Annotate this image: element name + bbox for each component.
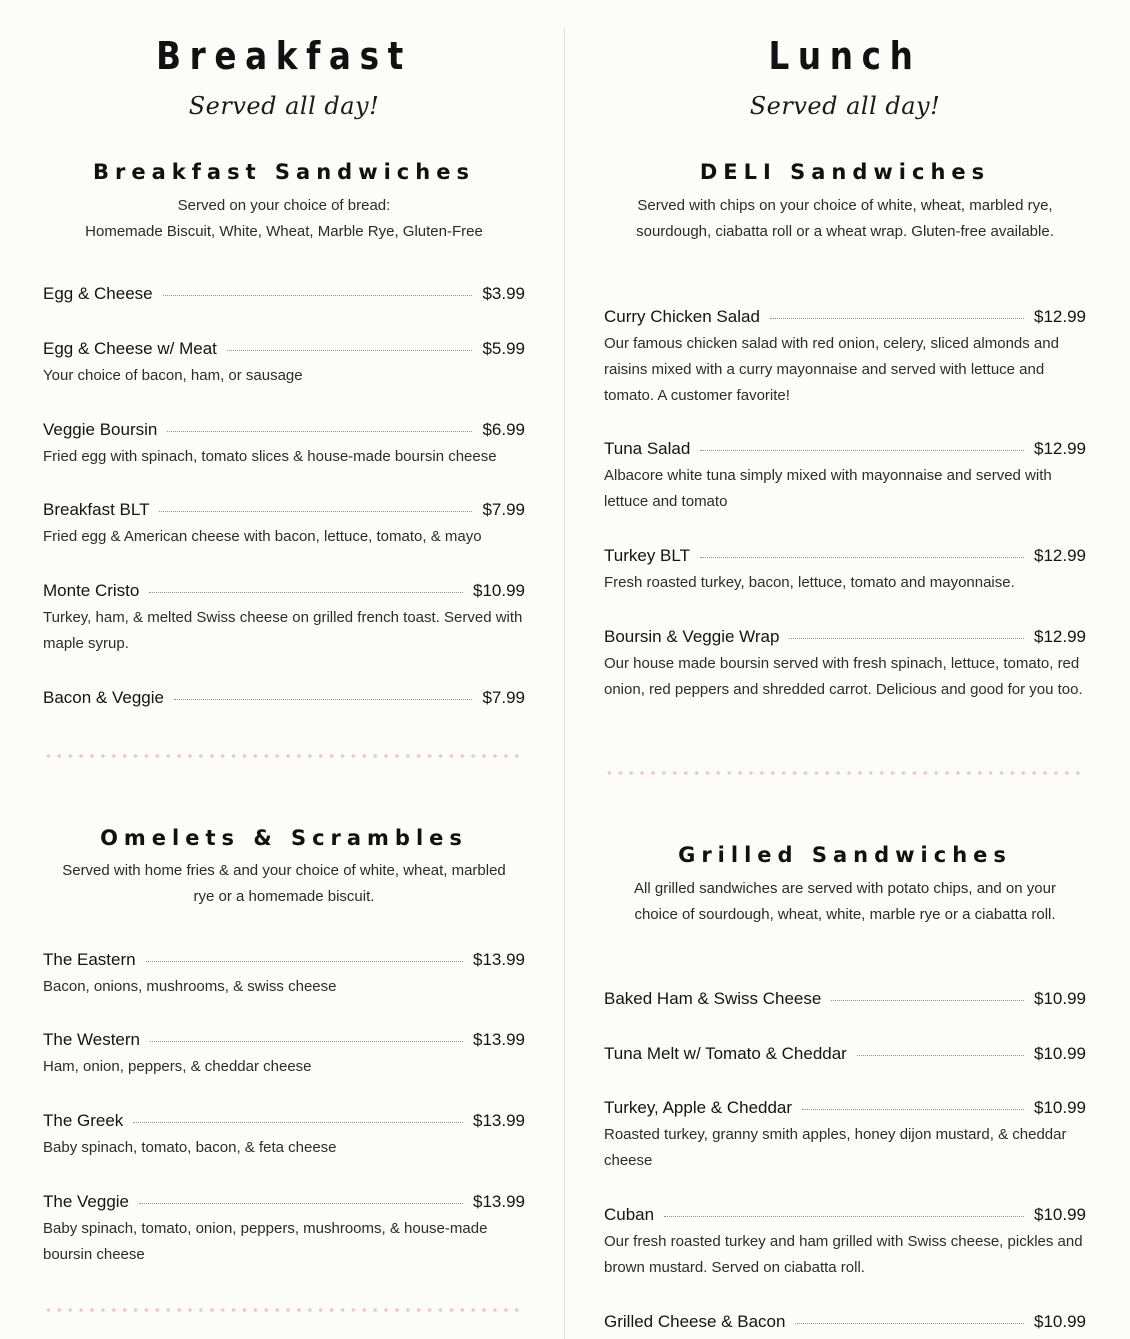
section-title-omelets-scrambles: Omelets & Scrambles [100,826,468,850]
section-title-deli-sandwiches: DELI Sandwiches [699,160,991,184]
dot-leader [133,1122,463,1123]
menu-item-egg-cheese [43,283,525,305]
menu-item-boursin-veggie-wrap [604,626,1086,703]
item-price: $6.99 [482,420,525,439]
item-desc: Fried egg with spinach, tomato slices & house-made boursin cheese [43,448,497,465]
item-desc: Fresh roasted turkey, bacon, lettuce, tomato and mayonnaise. [604,574,1015,591]
section-desc-breakfast-sandwiches [43,193,525,245]
item-price: $13.99 [473,1192,525,1211]
item-name: The Greek [43,1111,124,1130]
section-desc-line: Served with home fries & and your choice of white, wheat, marbled [62,862,506,879]
section-desc-grilled-sandwiches [604,876,1086,928]
menu-item-curry-chicken-salad [604,306,1086,409]
item-name: Turkey BLT [604,546,690,565]
menu-item-turkey-blt [604,545,1086,596]
item-desc: Roasted turkey, granny smith apples, honey dijon mustard, & cheddar cheese [604,1126,1067,1169]
menu-item-tuna-salad [604,438,1086,515]
item-name: Grilled Cheese & Bacon [604,1312,786,1331]
dot-leader [795,1323,1024,1324]
lunch-title: Lunch [768,34,922,78]
dot-leader [664,1216,1024,1217]
item-price: $12.99 [1034,439,1086,458]
dot-leader [700,557,1024,558]
section-desc-line: choice of sourdough, wheat, white, marble rye or a ciabatta roll. [634,906,1056,923]
menu-item-egg-cheese-meat [43,338,525,389]
item-price: $5.99 [482,339,525,358]
dot-leader [831,1000,1024,1001]
menu-item-the-greek [43,1110,525,1161]
item-price: $3.99 [482,284,525,303]
item-name: Breakfast BLT [43,500,150,519]
item-price: $10.99 [1034,1044,1086,1063]
item-price: $13.99 [473,1111,525,1130]
item-name: Cuban [604,1205,655,1224]
item-desc: Your choice of bacon, ham, or sausage [43,367,303,384]
item-desc: Ham, onion, peppers, & cheddar cheese [43,1058,312,1075]
dot-leader [700,450,1024,451]
item-price: $10.99 [1034,1205,1086,1224]
lunch-subtitle: Served all day! [749,92,941,120]
item-desc: Our famous chicken salad with red onion, celery, sliced almonds and raisins mixed with a curry mayonnaise and served with lettuce and tomato. A customer favorite! [604,335,1059,404]
item-name: The Eastern [43,950,136,969]
item-desc: Our house made boursin served with fresh spinach, lettuce, tomato, red onion, red peppers and shredded carrot. Delicious and good for you too. [604,655,1083,698]
dot-leader [167,431,472,432]
menu-item-turkey-apple-cheddar [604,1097,1086,1174]
menu-item-the-western [43,1029,525,1080]
dotted-separator [604,771,1086,775]
menu-item-bacon-veggie [43,687,525,709]
dot-leader [146,961,463,962]
menu-item-monte-cristo [43,580,525,657]
section-desc-line: sourdough, ciabatta roll or a wheat wrap. Gluten-free available. [636,223,1054,240]
menu-item-baked-ham-swiss [604,988,1086,1010]
item-name: Tuna Melt w/ Tomato & Cheddar [604,1044,847,1063]
dot-leader [159,511,472,512]
section-desc-deli-sandwiches [604,193,1086,245]
section-desc-line: Homemade Biscuit, White, Wheat, Marble Rye, Gluten-Free [85,223,483,240]
item-desc: Bacon, onions, mushrooms, & swiss cheese [43,978,337,995]
section-title-breakfast-sandwiches: Breakfast Sandwiches [93,160,475,184]
item-name: Tuna Salad [604,439,691,458]
menu-item-veggie-boursin [43,419,525,470]
dotted-separator [43,1308,525,1312]
item-name: Turkey, Apple & Cheddar [604,1098,793,1117]
item-price: $10.99 [1034,1098,1086,1117]
item-desc: Turkey, ham, & melted Swiss cheese on grilled french toast. Served with maple syrup. [43,609,523,652]
dot-leader [227,350,473,351]
dot-leader [770,318,1024,319]
item-name: Bacon & Veggie [43,688,164,707]
section-desc-line: Served with chips on your choice of white, wheat, marbled rye, [637,197,1053,214]
dot-leader [857,1055,1024,1056]
item-price: $10.99 [1034,989,1086,1008]
dot-leader [150,1041,463,1042]
item-price: $12.99 [1034,627,1086,646]
dot-leader [802,1109,1024,1110]
dot-leader [139,1203,463,1204]
item-name: Egg & Cheese w/ Meat [43,339,217,358]
column-divider [564,28,565,1339]
item-price: $13.99 [473,1030,525,1049]
dot-leader [163,295,473,296]
item-name: The Western [43,1030,141,1049]
menu-item-tuna-melt [604,1043,1086,1065]
item-price: $7.99 [482,688,525,707]
item-desc: Fried egg & American cheese with bacon, lettuce, tomato, & mayo [43,528,482,545]
item-price: $12.99 [1034,307,1086,326]
menu-item-the-eastern [43,949,525,1000]
section-desc-line: Served on your choice of bread: [177,197,391,214]
item-name: Curry Chicken Salad [604,307,760,326]
item-price: $12.99 [1034,546,1086,565]
item-price: $7.99 [482,500,525,519]
section-desc-line: All grilled sandwiches are served with potato chips, and on your [634,880,1056,897]
item-desc: Baby spinach, tomato, onion, peppers, mushrooms, & house-made boursin cheese [43,1220,488,1263]
menu-item-the-veggie [43,1191,525,1268]
item-desc: Albacore white tuna simply mixed with mayonnaise and served with lettuce and tomato [604,467,1052,510]
menu-item-grilled-cheese-bacon [604,1311,1086,1333]
dot-leader [789,638,1024,639]
item-price: $10.99 [1034,1312,1086,1331]
breakfast-title: Breakfast [156,34,412,78]
item-name: The Veggie [43,1192,130,1211]
dot-leader [174,699,472,700]
item-price: $13.99 [473,950,525,969]
menu-item-breakfast-blt [43,499,525,550]
item-desc: Baby spinach, tomato, bacon, & feta cheese [43,1139,337,1156]
item-name: Veggie Boursin [43,420,158,439]
section-desc-omelets-scrambles [43,858,525,910]
dotted-separator [43,754,525,758]
item-desc: Our fresh roasted turkey and ham grilled with Swiss cheese, pickles and brown mustard. Served on ciabatta roll. [604,1233,1083,1276]
section-desc-line: rye or a homemade biscuit. [193,888,375,905]
dot-leader [149,592,463,593]
item-name: Egg & Cheese [43,284,153,303]
item-name: Monte Cristo [43,581,140,600]
item-name: Boursin & Veggie Wrap [604,627,780,646]
breakfast-subtitle: Served all day! [188,92,380,120]
item-name: Baked Ham & Swiss Cheese [604,989,822,1008]
item-price: $10.99 [473,581,525,600]
section-title-grilled-sandwiches: Grilled Sandwiches [678,843,1012,867]
menu-item-cuban [604,1204,1086,1281]
